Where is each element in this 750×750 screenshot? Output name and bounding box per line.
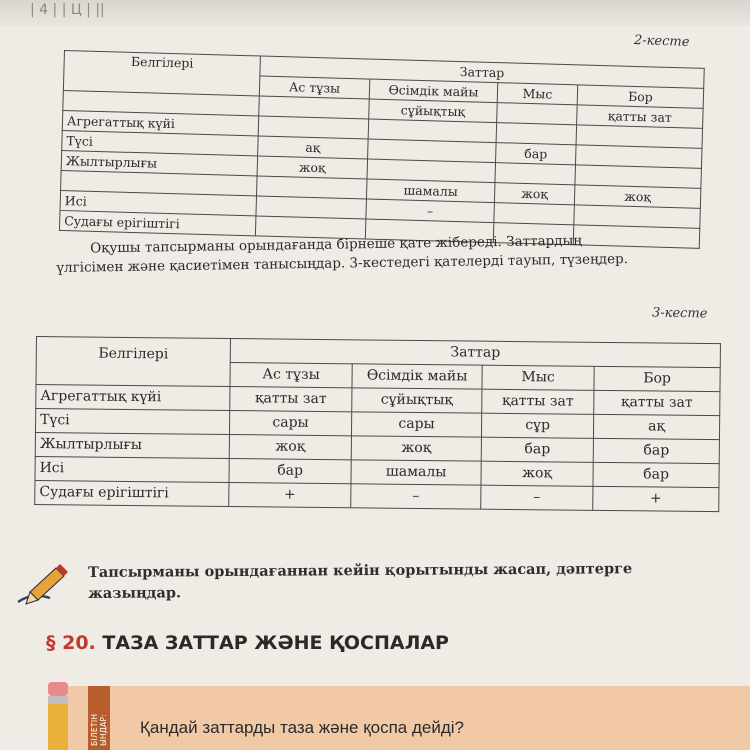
column-header: Мыс — [497, 83, 578, 105]
column-header: Бор — [577, 85, 704, 109]
table-cell: жоқ — [257, 156, 368, 179]
criteria-header: Белгілері — [63, 51, 260, 96]
table-cell: – — [366, 199, 495, 223]
table-2 — [59, 50, 705, 249]
previous-page-strip — [0, 0, 750, 26]
table-cell: ақ — [593, 414, 719, 439]
table-cell: жоқ — [574, 185, 701, 209]
row-label: Агрегаттық күйі — [62, 110, 258, 135]
substances-header: Заттар — [260, 56, 704, 88]
table-cell — [495, 163, 576, 185]
table-cell: + — [593, 486, 719, 511]
table-row — [36, 337, 720, 368]
table-cell: бар — [593, 438, 719, 463]
row-label: Жылтырлығы — [61, 150, 257, 175]
column-header: Бор — [594, 366, 720, 391]
row-label: Исі — [35, 456, 229, 482]
row-label: Судағы ерігіштігі — [35, 480, 229, 506]
column-header: Ас тұзы — [259, 76, 370, 99]
table-cell — [494, 203, 575, 225]
side-tab — [88, 686, 110, 750]
table-cell: шамалы — [366, 179, 495, 203]
column-header: Ас тұзы — [230, 363, 352, 388]
column-header: Өсімдік майы — [352, 364, 482, 389]
row-label: Судағы ерігіштігі — [59, 210, 255, 235]
table-cell: бар — [496, 143, 577, 165]
section-heading — [46, 632, 449, 654]
task-instruction: Тапсырманы орындағаннан кейін қорытынды жасап, дәптерге жазыңдар. — [88, 560, 633, 602]
table2-caption: 2-кесте — [633, 33, 690, 50]
table-cell: – — [351, 484, 481, 509]
table3-caption: 3-кесте — [651, 305, 708, 322]
table-cell: жоқ — [351, 436, 481, 461]
table-cell: қатты зат — [230, 387, 352, 412]
table-cell: бар — [229, 459, 351, 484]
table-3 — [34, 336, 721, 512]
table-cell: бар — [593, 462, 719, 487]
section-title: ТАЗА ЗАТТАР ЖӘНЕ ҚОСПАЛАР — [102, 632, 449, 654]
table-cell — [497, 103, 578, 125]
table-cell: сұйықтық — [352, 388, 482, 413]
paragraph-line: Оқушы тапсырманы орындағанда бірнеше қате жібереді. Заттардың — [90, 232, 583, 257]
table-cell: – — [481, 485, 593, 510]
table-cell: шамалы — [351, 460, 481, 485]
table-cell: сұйықтық — [369, 99, 498, 123]
row-label: Исі — [60, 190, 256, 215]
table-cell: жоқ — [229, 435, 351, 460]
criteria-header: Белгілері — [36, 337, 230, 387]
side-tab-label: БІЛЕТІН ЫНДАР: — [90, 713, 108, 746]
row-label: Агрегаттық күйі — [36, 385, 230, 411]
table-cell: жоқ — [481, 461, 593, 486]
table-cell: қатты зат — [482, 389, 594, 414]
column-header: Мыс — [482, 365, 594, 390]
intro-question: Қандай заттарды таза және қоспа дейді? — [140, 718, 464, 737]
table-cell: сұр — [481, 413, 593, 438]
section-number: § 20. — [46, 632, 96, 654]
instruction-paragraph — [56, 230, 725, 278]
table-cell — [496, 123, 577, 145]
pencil-writing-icon — [12, 562, 72, 608]
row-label: Түсі — [35, 409, 229, 435]
pencil-icon — [40, 682, 76, 750]
column-header: Өсімдік майы — [369, 79, 498, 103]
substances-header: Заттар — [230, 339, 720, 368]
table-cell: жоқ — [494, 183, 575, 205]
table-cell: + — [229, 483, 351, 508]
table-cell: ақ — [258, 136, 369, 159]
table-cell: сары — [351, 412, 481, 437]
row-label: Түсі — [62, 130, 258, 155]
table-cell: қатты зат — [577, 105, 704, 129]
paragraph-line: үлгісімен және қасиетімен танысыңдар. 3-кестедегі қателерді тауып, түзеңдер. — [56, 251, 629, 276]
table-cell: бар — [481, 437, 593, 462]
table-cell: сары — [229, 411, 351, 436]
row-label: Жылтырлығы — [35, 432, 229, 458]
top-scribble: | 4 | | Ц | || — [30, 2, 105, 18]
table-cell: қатты зат — [594, 390, 720, 415]
